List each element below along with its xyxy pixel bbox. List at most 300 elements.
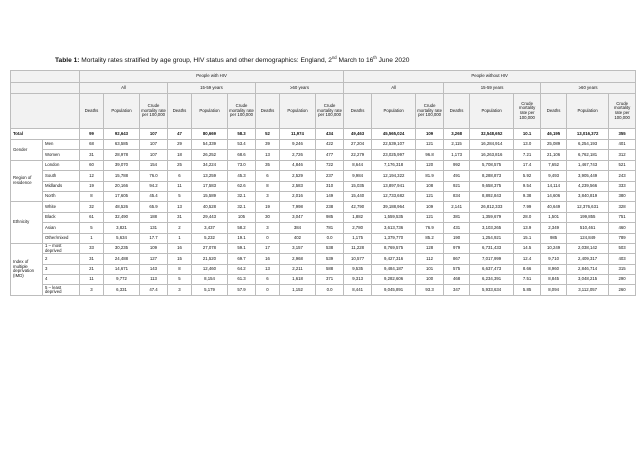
table-cell: 3,905,449	[567, 171, 609, 181]
header-age-60: ≥60 years	[541, 83, 636, 94]
table-cell: 7,998	[280, 202, 316, 212]
header-deaths: Deaths	[541, 94, 567, 129]
table-cell: 76.9	[416, 223, 444, 233]
table-cell: 5,232	[192, 233, 228, 243]
table-cell: 16,284,914	[470, 140, 514, 150]
table-cell: 8	[256, 181, 280, 191]
table-row	[11, 150, 636, 160]
table-cell: 92,643	[104, 129, 140, 140]
table-cell: 8,960	[541, 264, 567, 274]
table-cell: 422	[316, 140, 344, 150]
table-cell: 121	[416, 140, 444, 150]
table-cell: 6,762,181	[567, 150, 609, 160]
row-label: North	[43, 191, 80, 201]
table-cell: 8,845	[541, 275, 567, 285]
table-cell: 30	[256, 212, 280, 222]
table-cell: 384	[280, 223, 316, 233]
header-rate: Crude mortality rate per 100,000	[140, 94, 168, 129]
table-cell: 6,731,433	[470, 243, 514, 253]
table-cell: 312	[609, 150, 636, 160]
table-cell: 1,882	[344, 212, 372, 222]
table-cell: 8,288,873	[470, 171, 514, 181]
table-cell: 16	[256, 254, 280, 264]
table-cell: 7.99	[514, 202, 541, 212]
table-cell: 61	[80, 212, 104, 222]
row-label: 3	[43, 264, 80, 274]
table-cell: 8,441	[344, 285, 372, 295]
table-cell: 14,114	[541, 181, 567, 191]
table-cell: 8	[80, 191, 104, 201]
table-cell: 867	[444, 254, 470, 264]
table-cell: 1,175	[344, 233, 372, 243]
table-cell: 29	[168, 140, 192, 150]
table-cell: 5,634	[104, 233, 140, 243]
header-all: All	[80, 83, 168, 94]
table-cell: 521	[609, 160, 636, 170]
table-cell: 113	[140, 275, 168, 285]
table-cell: 19	[256, 202, 280, 212]
table-cell: 17,605	[104, 191, 140, 201]
table-cell: 53.4	[228, 140, 256, 150]
table-cell: 3,048,215	[567, 275, 609, 285]
table-cell: 7,652	[541, 160, 567, 170]
table-cell: 14.5	[514, 243, 541, 253]
table-cell: 2,780	[344, 223, 372, 233]
table-cell: 538	[316, 243, 344, 253]
table-cell: 128	[416, 243, 444, 253]
table-cell: 94.2	[140, 181, 168, 191]
table-cell: 2,211	[280, 264, 316, 274]
caption-text-2: March to 16	[336, 57, 374, 65]
table-cell: 8,094	[541, 285, 567, 295]
table-cell: 2,846,714	[567, 264, 609, 274]
header-rate: Crude mortality rate per 100,000	[609, 94, 636, 129]
table-cell: 10,577	[344, 254, 372, 264]
table-cell: 7,176,318	[372, 160, 416, 170]
table-row	[11, 233, 636, 243]
table-cell: 15.1	[514, 233, 541, 243]
table-cell: 11,974	[280, 129, 316, 140]
group-label: Gender	[11, 140, 43, 161]
table-cell: 121	[416, 191, 444, 201]
table-cell: 237	[316, 171, 344, 181]
table-cell: 39,188,964	[372, 202, 416, 212]
table-cell: 69.7	[228, 254, 256, 264]
table-cell: 62.6	[228, 181, 256, 191]
table-cell: 39,070	[104, 160, 140, 170]
table-row	[11, 285, 636, 295]
table-cell: 9,772	[104, 275, 140, 285]
header-deaths: Deaths	[444, 94, 470, 129]
table-row	[11, 140, 636, 150]
table-cell: 10.1	[514, 129, 541, 140]
table-row	[11, 212, 636, 222]
table-cell: 2,115	[444, 140, 470, 150]
table-cell: 2,038,142	[567, 243, 609, 253]
group-label: Ethnicity	[11, 202, 43, 244]
table-cell: 47.4	[140, 285, 168, 295]
table-cell: 468	[444, 275, 470, 285]
table-cell: 59.1	[228, 243, 256, 253]
header-population: Population	[470, 94, 514, 129]
table-cell: 1,379,770	[372, 233, 416, 243]
table-cell: 347	[444, 285, 470, 295]
table-row	[11, 275, 636, 285]
table-cell: 434	[316, 129, 344, 140]
table-row	[11, 160, 636, 170]
row-label: Other/mixed	[43, 233, 80, 243]
table-cell: 6,637,473	[470, 264, 514, 274]
table-cell: 18	[168, 150, 192, 160]
table-cell: 52	[256, 129, 280, 140]
table-cell: 8,892,843	[470, 191, 514, 201]
table-cell: 60	[80, 160, 104, 170]
table-cell: 13,259	[192, 171, 228, 181]
header-age-60: ≥60 years	[256, 83, 344, 94]
table-cell: 30,235	[104, 243, 140, 253]
table-cell: 101	[416, 264, 444, 274]
table-cell: 315	[609, 264, 636, 274]
row-label: Midlands	[43, 181, 80, 191]
table-cell: 3,840,819	[567, 191, 609, 201]
table-cell: 16,263,816	[470, 150, 514, 160]
table-cell: 2,016	[280, 191, 316, 201]
table-cell: 5.85	[514, 285, 541, 295]
table-cell: 5,708,575	[470, 160, 514, 170]
table-cell: 477	[316, 150, 344, 160]
table-cell: 380	[609, 191, 636, 201]
table-cell: 3,112,057	[567, 285, 609, 295]
table-cell: 985	[541, 233, 567, 243]
table-cell: 58.2	[228, 223, 256, 233]
table-cell: 25,089	[541, 140, 567, 150]
table-cell: 107	[140, 129, 168, 140]
header-all: All	[344, 83, 444, 94]
table-cell: 27,204	[344, 140, 372, 150]
table-cell: 2,141	[444, 202, 470, 212]
table-cell: 13	[168, 202, 192, 212]
table-cell: 54,339	[192, 140, 228, 150]
table-cell: 402	[280, 233, 316, 243]
table-cell: 12,733,682	[372, 191, 416, 201]
table-cell: 5	[80, 223, 104, 233]
row-label: Asian	[43, 223, 80, 233]
group-label: Index of multiple deprivation (IMD)	[11, 243, 43, 295]
table-cell: 8.66	[514, 264, 541, 274]
caption-text-3: June 2020	[376, 57, 410, 65]
table-cell: 3,103,265	[470, 223, 514, 233]
table-cell: 3	[256, 191, 280, 201]
total-row	[11, 129, 636, 140]
table-cell: 3,157	[280, 243, 316, 253]
table-cell: 64.2	[228, 264, 256, 274]
table-cell: 19	[80, 181, 104, 191]
table-cell: 190	[444, 233, 470, 243]
table-cell: 9,246	[280, 140, 316, 150]
table-cell: 16	[168, 243, 192, 253]
header-rate: Crude mortality rate per 100,000	[514, 94, 541, 129]
table-cell: 3	[80, 285, 104, 295]
header-blank	[11, 71, 80, 83]
table-cell: 539	[316, 254, 344, 264]
table-cell: 2,583	[280, 181, 316, 191]
table-cell: 108	[416, 181, 444, 191]
table-cell: 58.3	[228, 129, 256, 140]
table-cell: 17	[256, 243, 280, 253]
table-caption	[55, 55, 409, 64]
table-cell: 76.0	[140, 171, 168, 181]
table-cell: 9,710	[541, 254, 567, 264]
table-cell: 9,313	[344, 275, 372, 285]
table-cell: 9,535	[344, 264, 372, 274]
total-label: Total	[11, 129, 80, 140]
table-cell: 45.4	[140, 191, 168, 201]
table-cell: 154	[140, 160, 168, 170]
table-cell: 9.38	[514, 191, 541, 201]
table-cell: 460	[609, 223, 636, 233]
table-cell: 3	[256, 223, 280, 233]
table-cell: 328	[609, 202, 636, 212]
table-cell: 10,249	[541, 243, 567, 253]
table-cell: 4,239,566	[567, 181, 609, 191]
table-cell: 199,855	[567, 212, 609, 222]
table-cell: 17.4	[514, 160, 541, 170]
table-cell: 7,017,999	[470, 254, 514, 264]
header-population: Population	[104, 94, 140, 129]
table-cell: 2,968	[280, 254, 316, 264]
table-cell: 13,016,372	[567, 129, 609, 140]
table-cell: 355	[609, 129, 636, 140]
table-cell: 0	[256, 285, 280, 295]
table-cell: 0	[256, 233, 280, 243]
table-cell: 1,501	[541, 212, 567, 222]
table-row	[11, 243, 636, 253]
table-cell: 31	[80, 150, 104, 160]
table-cell: 9,282,606	[372, 275, 416, 285]
table-cell: 107	[140, 150, 168, 160]
table-cell: 15,589	[192, 191, 228, 201]
table-cell: 12,376,631	[567, 202, 609, 212]
table-cell: 5,933,634	[470, 285, 514, 295]
table-cell: 24,488	[104, 254, 140, 264]
header-with-hiv: People with HIV	[80, 71, 344, 83]
table-cell: 19.1	[228, 233, 256, 243]
header-age-15-59: 15-59 years	[444, 83, 541, 94]
table-cell: 28.0	[514, 212, 541, 222]
table-cell: 85.2	[416, 233, 444, 243]
table-cell: 61.3	[228, 275, 256, 285]
table-cell: 15,440	[344, 191, 372, 201]
table-cell: 3,437	[192, 223, 228, 233]
table-cell: 21,106	[541, 150, 567, 160]
row-label: 5 – least deprived	[43, 285, 80, 295]
table-cell: 63,585	[104, 140, 140, 150]
table-cell: 45,565,024	[372, 129, 416, 140]
table-cell: 6	[256, 171, 280, 181]
table-cell: 3,268	[444, 129, 470, 140]
header-rate: Crude mortality rate per 100,000	[416, 94, 444, 129]
table-cell: 0.0	[316, 233, 344, 243]
table-cell: 22,279	[344, 150, 372, 160]
table-row	[11, 264, 636, 274]
table-cell: 985	[316, 212, 344, 222]
table-cell: 109	[140, 243, 168, 253]
table-cell: 13,897,941	[372, 181, 416, 191]
table-cell: 333	[609, 181, 636, 191]
table-cell: 2,726	[280, 150, 316, 160]
table-cell: 722	[316, 160, 344, 170]
table-cell: 6	[256, 275, 280, 285]
table-cell: 17,583	[192, 181, 228, 191]
table-cell: 1,618	[280, 275, 316, 285]
table-cell: 3	[168, 285, 192, 295]
table-cell: 12.4	[514, 254, 541, 264]
table-cell: 2,349	[541, 223, 567, 233]
table-cell: 27,078	[192, 243, 228, 253]
table-cell: 2	[168, 223, 192, 233]
table-cell: 48,526	[104, 202, 140, 212]
table-cell: 11	[80, 275, 104, 285]
table-cell: 12,194,322	[372, 171, 416, 181]
table-cell: 6,331	[104, 285, 140, 295]
table-cell: 188	[140, 212, 168, 222]
header-blank	[11, 83, 80, 94]
table-cell: 7.51	[514, 275, 541, 285]
table-cell: 2,529	[280, 171, 316, 181]
table-cell: 0.0	[316, 285, 344, 295]
table-cell: 107	[140, 140, 168, 150]
table-cell: 46,195	[541, 129, 567, 140]
table-cell: 6,254,193	[567, 140, 609, 150]
table-cell: 3,821	[104, 223, 140, 233]
table-cell: 371	[316, 275, 344, 285]
table-cell: 9,984	[344, 171, 372, 181]
header-population: Population	[567, 94, 609, 129]
table-cell: 40,649	[541, 202, 567, 212]
table-cell: 9,493	[541, 171, 567, 181]
table-cell: 35	[256, 160, 280, 170]
table-cell: 124,849	[567, 233, 609, 243]
table-cell: 9,658,375	[470, 181, 514, 191]
table-cell: 14,606	[541, 191, 567, 201]
table-cell: 1,467,743	[567, 160, 609, 170]
table-cell: 20,166	[104, 181, 140, 191]
table-cell: 57.9	[228, 285, 256, 295]
table-cell: 12,460	[192, 264, 228, 274]
table-cell: 96.8	[416, 150, 444, 160]
table-cell: 5,179	[192, 285, 228, 295]
caption-label: Table 1:	[55, 57, 80, 65]
row-label: Women	[43, 150, 80, 160]
table-cell: 310	[316, 181, 344, 191]
table-cell: 789	[609, 233, 636, 243]
table-cell: 32.1	[228, 191, 256, 201]
table-cell: 4,846	[280, 160, 316, 170]
header-population: Population	[192, 94, 228, 129]
table-cell: 65.9	[140, 202, 168, 212]
table-cell: 5	[168, 275, 192, 285]
table-cell: 503	[609, 243, 636, 253]
table-cell: 751	[609, 212, 636, 222]
table-cell: 9,045,891	[372, 285, 416, 295]
table-cell: 15	[168, 254, 192, 264]
caption-sup-2: th	[373, 55, 377, 60]
table-cell: 26,252	[192, 150, 228, 160]
table-cell: 81.9	[416, 171, 444, 181]
row-label: White	[43, 202, 80, 212]
table-cell: 510,461	[567, 223, 609, 233]
table-cell: 491	[444, 171, 470, 181]
header-deaths: Deaths	[344, 94, 372, 129]
table-cell: 80,669	[192, 129, 228, 140]
table-cell: 39	[256, 140, 280, 150]
table-cell: 26,812,333	[470, 202, 514, 212]
table-cell: 112	[416, 254, 444, 264]
table-cell: 8,154	[192, 275, 228, 285]
table-cell: 13	[256, 150, 280, 160]
caption-sup-1: nd	[331, 55, 337, 60]
table-cell: 25	[168, 160, 192, 170]
header-rate: Crude mortality rate per 100,000	[228, 94, 256, 129]
table-cell: 588	[316, 264, 344, 274]
table-row	[11, 202, 636, 212]
table-cell: 73.0	[228, 160, 256, 170]
table-cell: 8,644	[344, 160, 372, 170]
table-cell: 49,463	[344, 129, 372, 140]
table-cell: 32	[80, 202, 104, 212]
header-without-hiv: People without HIV	[344, 71, 636, 83]
table-cell: 834	[444, 191, 470, 201]
header-age-15-59: 15-59 years	[168, 83, 256, 94]
table-cell: 3,613,736	[372, 223, 416, 233]
table-cell: 32,490	[104, 212, 140, 222]
table-cell: 131	[140, 223, 168, 233]
table-cell: 28,978	[104, 150, 140, 160]
table-cell: 403	[609, 254, 636, 264]
table-cell: 31	[168, 212, 192, 222]
table-cell: 6	[168, 171, 192, 181]
table-cell: 1,559,535	[372, 212, 416, 222]
table-cell: 15,035	[344, 181, 372, 191]
table-cell: 979	[444, 243, 470, 253]
group-label: Region of residence	[11, 160, 43, 202]
table-cell: 1	[168, 233, 192, 243]
table-cell: 121	[416, 212, 444, 222]
table-cell: 11,228	[344, 243, 372, 253]
row-label: South	[43, 171, 80, 181]
table-cell: 992	[444, 160, 470, 170]
table-row	[11, 191, 636, 201]
table-cell: 9.54	[514, 181, 541, 191]
header-population: Population	[372, 94, 416, 129]
table-cell: 6,234,391	[470, 275, 514, 285]
table-cell: 21	[80, 264, 104, 274]
table-cell: 127	[140, 254, 168, 264]
table-cell: 68	[80, 140, 104, 150]
table-cell: 14,671	[104, 264, 140, 274]
table-cell: 781	[316, 223, 344, 233]
header-blank	[11, 94, 80, 129]
table-cell: 22,539,107	[372, 140, 416, 150]
table-cell: 8	[168, 264, 192, 274]
table-cell: 7.21	[514, 150, 541, 160]
row-label: London	[43, 160, 80, 170]
table-cell: 93.3	[416, 285, 444, 295]
table-cell: 401	[609, 140, 636, 150]
row-label: 4	[43, 275, 80, 285]
table-cell: 8,769,575	[372, 243, 416, 253]
row-label: 2	[43, 254, 80, 264]
